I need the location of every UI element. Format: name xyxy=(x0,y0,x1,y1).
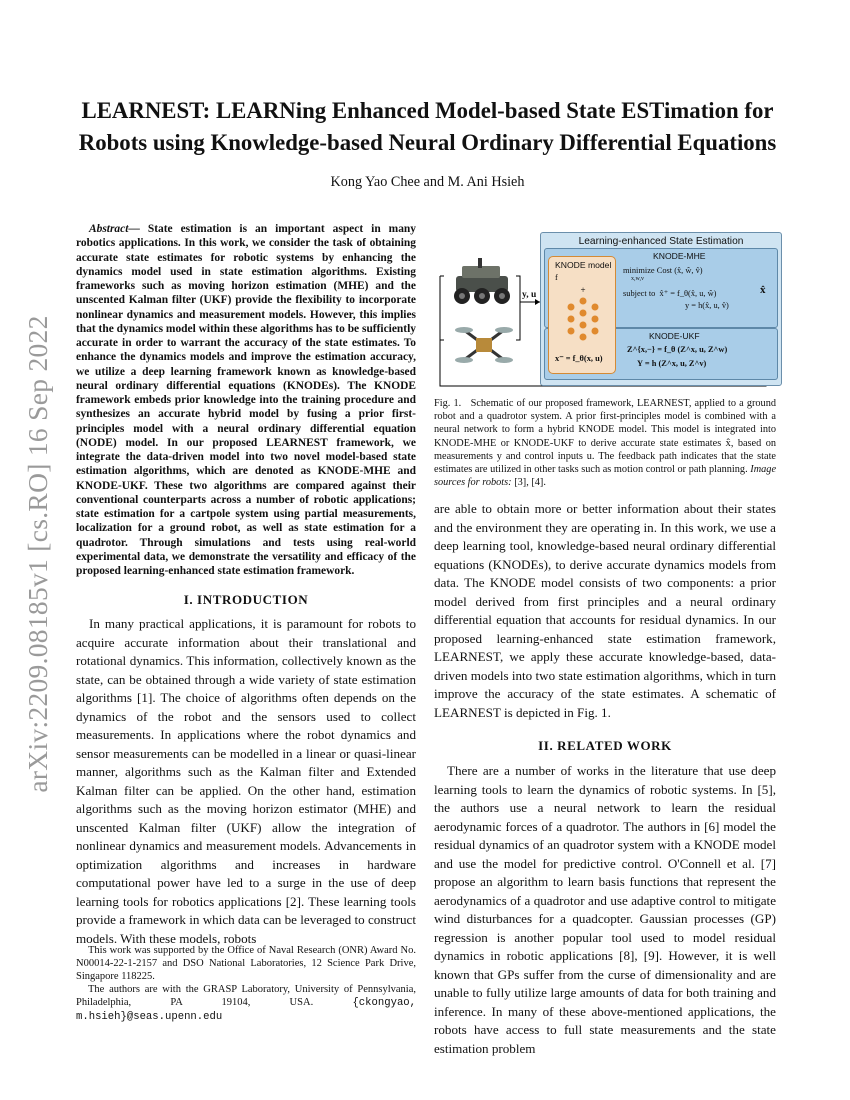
paper-authors: Kong Yao Chee and M. Ani Hsieh xyxy=(330,174,525,190)
footnote-affiliation-text: The authors are with the GRASP Laboratory, University of Pennsylvania, Philadelphia, PA 19104, USA. xyxy=(76,984,416,1008)
knode-mhe-title: KNODE-MHE xyxy=(653,251,706,261)
figure-outer-title: Learning-enhanced State Estimation xyxy=(578,236,744,247)
mhe-line-1-sub: x,w,v xyxy=(631,276,644,282)
footnote-email-a: {ckongyao, xyxy=(352,997,417,1009)
mhe-cost: Cost (x̂, ŵ, v̂) xyxy=(656,266,703,275)
related-work-paragraph: There are a number of works in the literature that use deep learning tools to learn the dynamics of robotic systems. In [5], the authors use a neural network to learn the residual aerodynamic forces of a quadrotor. The authors in [6] model the residual dynamics of an quadrotor system with a KNODE model and use the model for predictive control. O'Connell et al. [7] propose an algorithm to learn basis functions that represent the aerodynamics of a quadrotor and use adaptive control to mitigate wind disturbances for a quadcopter. Gaussian processes (GP) regression is another popular tool used to model residual dynamics in robotic applications [8], [9]. However, it is well known that GPs suffer from the curse of dimensionality and are unable to fully utilize large amounts of data for both training and inference. In many of these above-mentioned applications, the robots have access to full state measurements and the state estimation problem xyxy=(434,763,776,1056)
section-heading-related-work: II. RELATED WORK xyxy=(538,738,672,753)
ukf-line-2: Y = h (Z^x, u, Z^v) xyxy=(637,359,707,368)
mhe-line-2 xyxy=(623,288,716,298)
mhe-line-3: y = h(x̂, u, v̂) xyxy=(685,301,729,310)
footnote-email-b: m.hsieh}@seas.upenn.edu xyxy=(76,1011,223,1023)
figure-caption xyxy=(434,397,776,489)
footnotes xyxy=(76,944,416,1024)
arxiv-side-stamp: arXiv:2209.08185v1 [cs.RO] 16 Sep 2022 xyxy=(22,315,53,793)
paper-title: LEARNEST: LEARNing Enhanced Model-based State ESTimation for Robots using Knowledge-based Neural Ordinary Differential Equations xyxy=(78,98,777,155)
ukf-line-1: Z^{x,−} = f_θ (Z^x, u, Z^w) xyxy=(627,345,728,354)
footnote-affiliation xyxy=(76,983,416,1024)
section-heading-introduction: I. INTRODUCTION xyxy=(183,592,309,608)
figure-1 xyxy=(436,228,780,390)
intro-paragraph: In many practical applications, it is paramount for robots to acquire accurate information about their translational and rotational dynamics. This information, collectively known as the state, can be obtained through a wide variety of state estimation algorithms [1]. The choice of algorithms often depends on the dynamics of the robot and the sensors used to collect measurements. In applications where the robot dynamics and sensor measurements can be modelled in a linear or quasi-linear manner, algorithms such as the Kalman filter and Extended Kalman filter can be applied. On the other hand, estimation algorithms such as the moving horizon estimator (MHE) and unscented Kalman filter (UKF) allow the integration of nonlinear dynamics and measurement models. Advancements in optimization algorithms and increases in hardware computational power have led to a surge in the use of deep learning tools for robotics applications [2]. These learning tools provide a framework in which data can be leveraged to construct models. With these models, robots xyxy=(76,616,416,946)
caption-text: Schematic of our proposed framework, LEARNEST, applied to a ground robot and a quadrotor system. A prior first-principles model is combined with a neural network to form a hybrid KNODE model. This model is integrated into KNODE-MHE or KNODE-UKF to derive accurate state estimates x̂, based on measurements y and control inputs u. The feedback path indicates that the state estimates are utilized in other tasks such as motion control or path planning. xyxy=(434,398,776,476)
caption-refs: [3], [4]. xyxy=(514,477,546,489)
mhe-line-1 xyxy=(623,266,703,275)
knode-ukf-title: KNODE-UKF xyxy=(649,331,700,341)
knode-equation: x⁻ = f_θ(x, u) xyxy=(555,354,603,363)
abstract-label: Abstract xyxy=(89,223,129,235)
caption-source: Image sources for robots: xyxy=(434,464,777,489)
intro-paragraph-continued: are able to obtain more or better information about their states and the environment they are operating in. In this work, we use a deep learning tool, knowledge-based neural ordinary differential equations (KNODEs), to derive accurate dynamics models from data. The KNODE model consists of two components: a prior model derived from first principles and a neural ordinary differential equation that accounts for residual dynamics. In our proposed learning-enhanced state estimation framework, LEARNEST, we apply these accurate knowledge-based, data-driven models into two state estimation algorithms, which in turn improve the accuracy of the state estimates. A schematic of LEARNEST is depicted in Fig. 1. xyxy=(434,501,776,720)
caption-label: Fig. 1. xyxy=(434,398,462,409)
abstract-text: — State estimation is an important aspect in many robotics applications. In this work, we consider the task of obtaining accurate state estimates for robotic systems by enhancing the dynamics model used in state estimation algorithms. Existing frameworks such as moving horizon estimation (MHE) and the unscented Kalman filter (UKF) provide the flexibility to incorporate nonlinear dynamics and measurement models. However, this implies that the dynamics model within these algorithms has to be sufficiently accurate in order to warrant the accuracy of the state estimates. To enhance the dynamics models and improve the estimation accuracy, we utilize a deep learning framework known as knowledge-based neural ordinary differential equations (KNODEs). The KNODE framework embeds prior knowledge into the training procedure and synthesizes an accurate hybrid model by fusing a prior first-principles model with a neural ordinary differential equation (NODE) model. In our proposed LEARNEST framework, we integrate the data-driven model into two novel model-based state estimation algorithms, which are denoted as KNODE-MHE and KNODE-UKF. These two algorithms are compared against their conventional counterparts across a number of robotic applications; state estimation for a cartpole system using partial measurements, localization for a ground robot, as well as state estimation for a quadrotor. Through simulations and tests using real-world experimental data, we demonstrate the versatility and efficacy of the proposed learning-enhanced state estimation framework. xyxy=(76,223,416,577)
left-column xyxy=(76,222,417,1023)
knode-prior: f xyxy=(555,273,558,282)
mhe-minimize: minimize xyxy=(623,266,655,275)
svg-text:+: + xyxy=(580,287,586,295)
input-label: y, u xyxy=(522,290,537,300)
knode-model-box xyxy=(548,256,616,374)
mhe-dynamics: x̂⁺ = f_θ(x̂, u, ŵ) xyxy=(659,289,717,298)
abstract xyxy=(76,222,416,578)
mhe-subject-to: subject to xyxy=(623,289,656,298)
output-label: x̂ xyxy=(760,284,766,296)
right-column xyxy=(434,500,776,1058)
knode-model-title: KNODE model xyxy=(555,260,612,270)
neural-network-icon xyxy=(563,287,603,347)
footnote-funding: This work was supported by the Office of Naval Research (ONR) Award No. N00014-22-1-2157 and DSO National Laboratories, 12 Science Park Drive, Singapore 118225. xyxy=(76,945,416,982)
